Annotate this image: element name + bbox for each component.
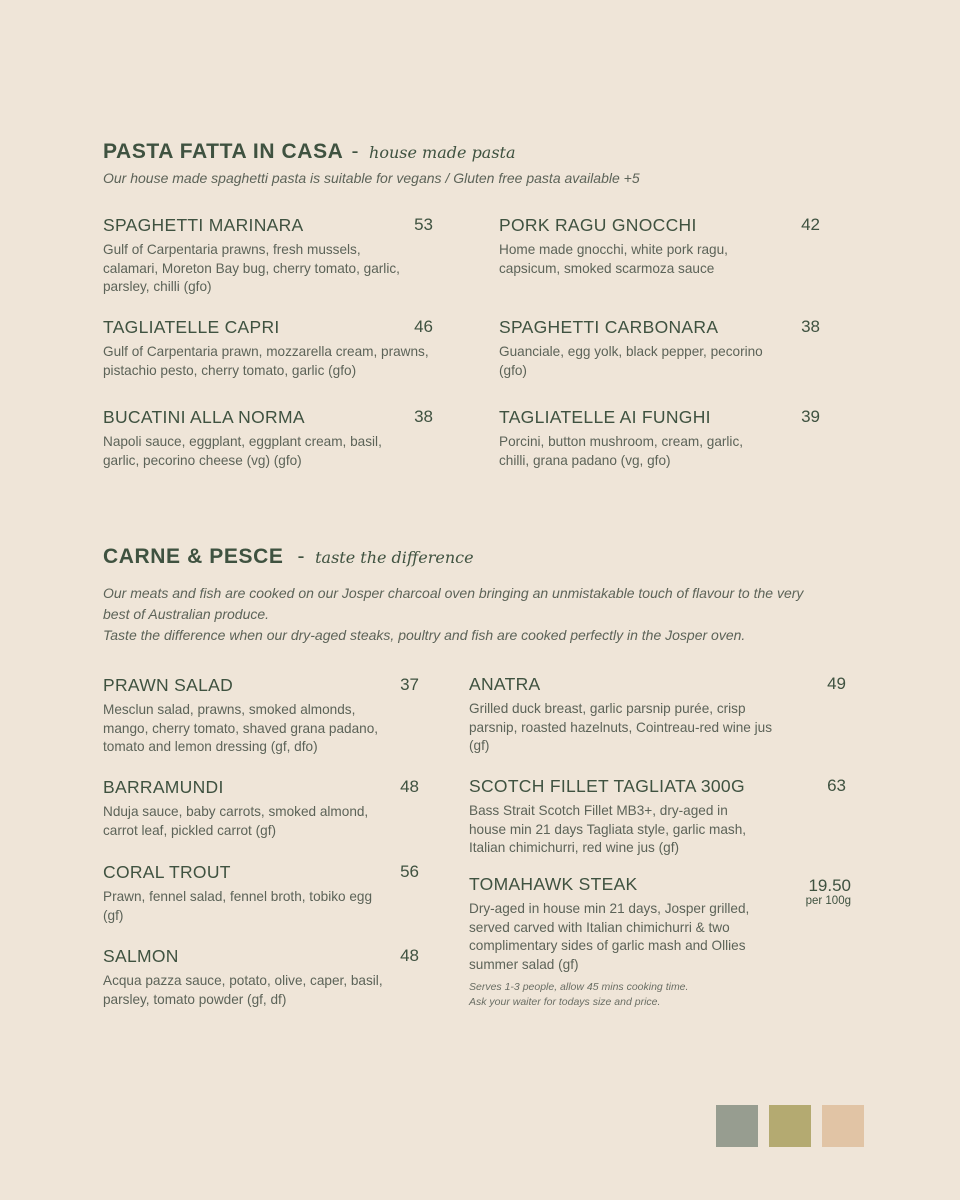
item-price: 53	[414, 215, 433, 234]
item-name: SCOTCH FILLET TAGLIATA 300G	[469, 776, 745, 796]
item-note-line-2: Ask your waiter for todays size and price.	[469, 996, 661, 1008]
item-price: 19.50	[808, 876, 851, 895]
item-price: 49	[827, 674, 846, 693]
item-name: SPAGHETTI CARBONARA	[499, 317, 719, 337]
item-price: 38	[801, 317, 820, 336]
item-price: 37	[400, 675, 419, 694]
item-name: BARRAMUNDI	[103, 777, 224, 797]
pasta-title: PASTA FATTA IN CASA	[103, 140, 344, 163]
color-swatch-olive	[769, 1105, 811, 1147]
item-price-unit: per 100g	[805, 895, 851, 907]
item-description: Guanciale, egg yolk, black pepper, pecorino (gfo)	[499, 344, 763, 378]
item-name: CORAL TROUT	[103, 862, 231, 882]
item-name: BUCATINI ALLA NORMA	[103, 407, 305, 427]
item-name: PRAWN SALAD	[103, 675, 234, 695]
item-description: Bass Strait Scotch Fillet MB3+, dry-aged in house min 21 days Tagliata style, garlic mash, Italian chimichurri, red wine jus (gf)	[469, 803, 747, 855]
color-swatch-sage	[716, 1105, 758, 1147]
item-description: Gulf of Carpentaria prawns, fresh mussels, calamari, Moreton Bay bug, cherry tomato, garlic, parsley, chilli (gfo)	[103, 242, 400, 294]
item-price: 38	[414, 407, 433, 426]
item-name: TAGLIATELLE AI FUNGHI	[499, 407, 711, 427]
item-description: Grilled duck breast, garlic parsnip purée, crisp parsnip, roasted hazelnuts, Cointreau-red wine jus (gf)	[469, 701, 773, 753]
item-note-line-1: Serves 1-3 people, allow 45 mins cooking time.	[469, 981, 689, 993]
pasta-section-title	[103, 140, 516, 164]
item-name: SPAGHETTI MARINARA	[103, 215, 304, 235]
item-description: Dry-aged in house min 21 days, Josper grilled, served carved with Italian chimichurri & two complimentary sides of garlic mash and Ollies summer salad (gf)	[469, 901, 750, 972]
carne-section-title	[103, 545, 474, 569]
item-description: Acqua pazza sauce, potato, olive, caper, basil, parsley, tomato powder (gf, df)	[103, 973, 383, 1007]
item-name: TOMAHAWK STEAK	[469, 874, 638, 894]
item-price: 48	[400, 777, 419, 796]
color-swatch-peach	[822, 1105, 864, 1147]
carne-intro-line-2: Taste the difference when our dry-aged steaks, poultry and fish are cooked perfectly in the Josper oven.	[103, 627, 746, 643]
item-name: SALMON	[103, 946, 179, 966]
item-description: Gulf of Carpentaria prawn, mozzarella cream, prawns, pistachio pesto, cherry tomato, garlic (gfo)	[103, 344, 429, 378]
item-description: Prawn, fennel salad, fennel broth, tobiko egg (gf)	[103, 889, 373, 923]
carne-intro	[103, 583, 813, 646]
item-price: 39	[801, 407, 820, 426]
carne-title: CARNE & PESCE	[103, 545, 284, 568]
item-description: Nduja sauce, baby carrots, smoked almond, carrot leaf, pickled carrot (gf)	[103, 804, 369, 838]
item-price: 63	[827, 776, 846, 795]
item-description: Porcini, button mushroom, cream, garlic, chilli, grana padano (vg, gfo)	[499, 434, 744, 468]
item-description: Home made gnocchi, white pork ragu, capsicum, smoked scarmoza sauce	[499, 242, 728, 276]
item-price: 56	[400, 862, 419, 881]
pasta-intro: Our house made spaghetti pasta is suitable for vegans / Gluten free pasta available +5	[103, 170, 640, 186]
item-price: 46	[414, 317, 433, 336]
item-name: PORK RAGU GNOCCHI	[499, 215, 697, 235]
item-name: ANATRA	[469, 674, 541, 694]
item-note	[469, 980, 769, 1010]
pasta-dash: -	[351, 140, 360, 163]
item-price: 42	[801, 215, 820, 234]
item-description: Mesclun salad, prawns, smoked almonds, mango, cherry tomato, shaved grana padano, tomato and lemon dressing (gf, dfo)	[103, 702, 379, 754]
carne-subtitle: taste the difference	[315, 548, 474, 567]
pasta-subtitle: house made pasta	[369, 143, 516, 162]
item-description: Napoli sauce, eggplant, eggplant cream, basil, garlic, pecorino cheese (vg) (gfo)	[103, 434, 382, 468]
carne-dash: -	[297, 545, 306, 568]
item-name: TAGLIATELLE CAPRI	[103, 317, 280, 337]
carne-intro-line-1: Our meats and fish are cooked on our Josper charcoal oven bringing an unmistakable touch of flavour to the very best of Australian produce.	[103, 585, 804, 622]
item-price: 48	[400, 946, 419, 965]
